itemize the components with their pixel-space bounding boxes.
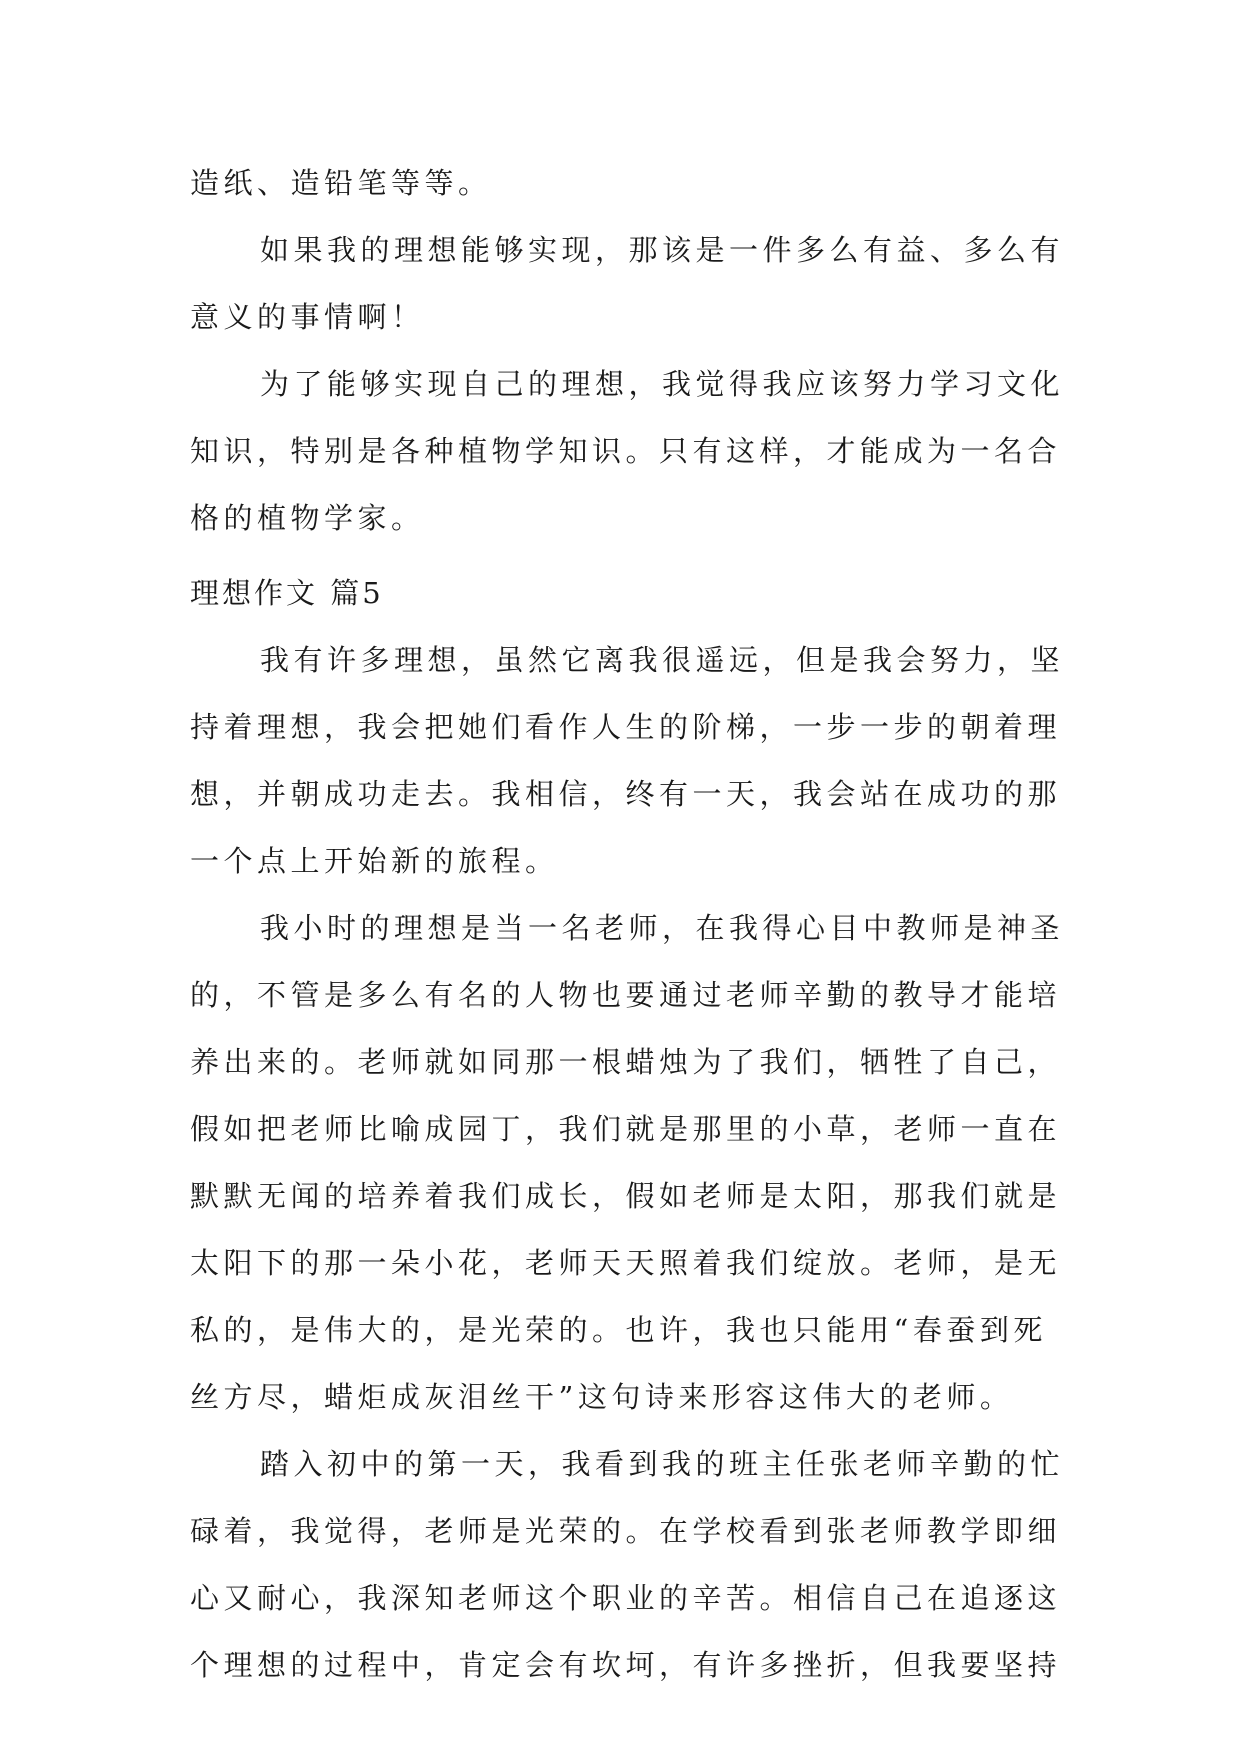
paragraph-line: 丝方尽，蜡炬成灰泪丝干”这句诗来形容这伟大的老师。 [190,1380,1014,1414]
essay-body [190,627,1065,1699]
paragraph-line: 太阳下的那一朵小花，老师天天照着我们绽放。老师，是无 [190,1246,1062,1280]
paragraph-line: 默默无闻的培养着我们成长，假如老师是太阳，那我们就是 [190,1179,1062,1213]
paragraph-line: 的，不管是多么有名的人物也要通过老师辛勤的教导才能培 [190,978,1062,1012]
paragraph-line: 假如把老师比喻成园丁，我们就是那里的小草，老师一直在 [190,1112,1062,1146]
paragraph-line: 持着理想，我会把她们看作人生的阶梯，一步一步的朝着理 [190,710,1062,744]
paragraph-line: 意义的事情啊！ [190,300,425,334]
paragraph-line: 如果我的理想能够实现，那该是一件多么有益、多么有 [260,233,1065,267]
paragraph-line: 我有许多理想，虽然它离我很遥远，但是我会努力，坚 [260,643,1065,677]
paragraph-line: 想，并朝成功走去。我相信，终有一天，我会站在成功的那 [190,777,1062,811]
paragraph-line: 碌着，我觉得，老师是光荣的。在学校看到张老师教学即细 [190,1514,1062,1548]
paragraph-line: 个理想的过程中，肯定会有坎坷，有许多挫折，但我要坚持 [190,1648,1062,1682]
paragraph-line: 养出来的。老师就如同那一根蜡烛为了我们，牺牲了自己， [190,1045,1062,1079]
paragraph-line: 我小时的理想是当一名老师，在我得心目中教师是神圣 [260,911,1065,945]
top-section [190,150,1065,552]
paragraph-line: 造纸、造铅笔等等。 [190,166,492,200]
paragraph-line: 一个点上开始新的旅程。 [190,844,559,878]
paragraph-line: 踏入初中的第一天，我看到我的班主任张老师辛勤的忙 [260,1447,1065,1481]
essay-heading: 理想作文 篇5 [190,576,384,610]
paragraph-line: 心又耐心，我深知老师这个职业的辛苦。相信自己在追逐这 [190,1581,1062,1615]
paragraph-line: 知识，特别是各种植物学知识。只有这样，才能成为一名合 [190,434,1062,468]
paragraph-line: 格的植物学家。 [190,501,425,535]
paragraph-line: 私的，是伟大的，是光荣的。也许，我也只能用“春蚕到死 [190,1313,1047,1347]
paragraph-line: 为了能够实现自己的理想，我觉得我应该努力学习文化 [260,367,1065,401]
